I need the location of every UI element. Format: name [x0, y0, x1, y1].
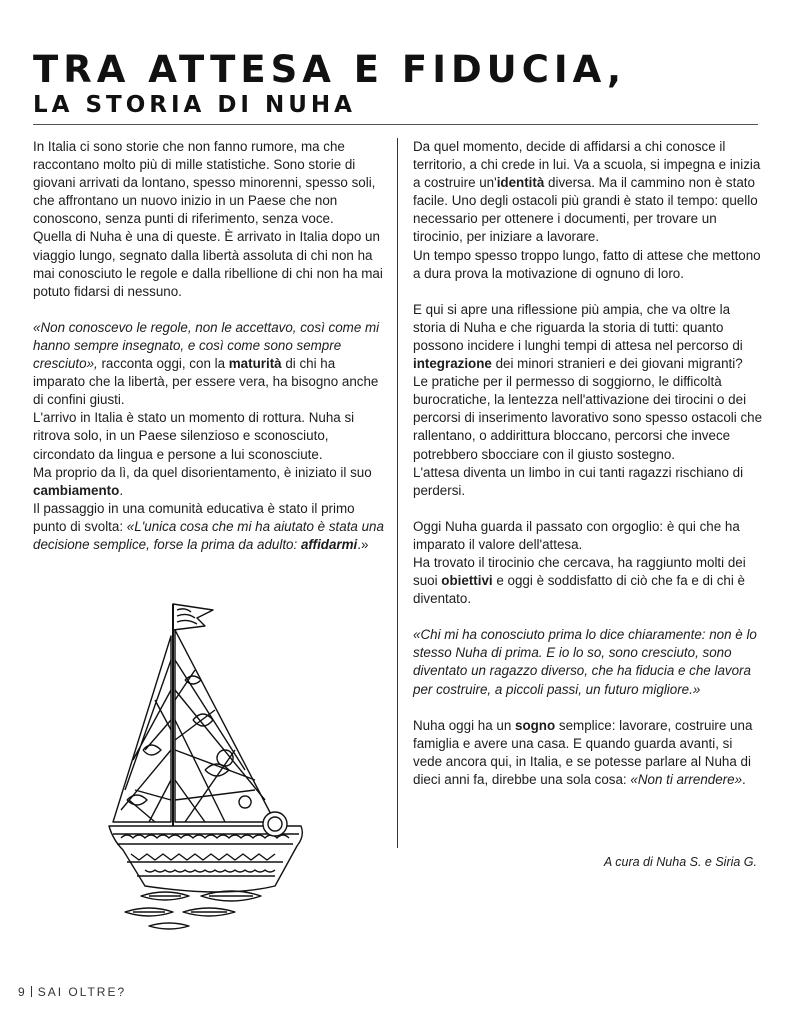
footer-separator	[31, 986, 32, 997]
text-run: «L'unica cosa che mi ha aiutato è stata una decisione semplice, forse la prima da adulto:	[33, 518, 384, 552]
text-run: Ha trovato il tirocinio che cercava, ha raggiunto molti dei suoi	[413, 554, 746, 589]
keyword: obiettivi	[441, 573, 493, 589]
paragraph	[413, 626, 765, 698]
quote-text: «Chi mi ha conosciuto prima lo dice chiaramente: non è lo stesso Nuha di prima. E io lo so, sono cresciuto, sono diventato un ragazzo diverso, che ha fiducia e che lavora per costruire, a piccoli passi, un futuro migliore.»	[413, 627, 757, 697]
page-subtitle: LA STORIA DI NUHA	[33, 92, 356, 118]
paragraph: Oggi Nuha guarda il passato con orgoglio: è qui che ha imparato il valore dell'attesa.	[413, 518, 740, 552]
page-title: TRA ATTESA E FIDUCIA,	[33, 48, 627, 91]
paragraph	[33, 464, 385, 500]
paragraph: Le pratiche per il permesso di soggiorno, le difficoltà burocratiche, la lentezza nell'attivazione dei tirocini o dei percorsi di inserimento lavorativo sono spesso ostacoli che rallentano, o addirittura bloccano, percorsi che invece potrebbero sbocciare con il giusto sostegno.	[413, 374, 763, 462]
text-run: .	[119, 482, 124, 498]
page-number: 9	[18, 985, 27, 999]
text-run: Il passaggio in una comunità educativa è stato il primo punto di svolta:	[33, 500, 355, 534]
quote-text: «Non ti arrendere»	[630, 771, 743, 787]
keyword: affidarmi	[300, 536, 358, 552]
keyword: sogno	[515, 717, 556, 733]
text-run: .	[742, 771, 746, 787]
left-column	[33, 138, 385, 554]
keyword: identità	[496, 175, 545, 191]
paragraph	[33, 319, 385, 409]
keyword: integrazione	[413, 356, 492, 372]
text-run: e oggi è soddisfatto di ciò che fa e di chi è diventato.	[413, 573, 745, 607]
paragraph: L'arrivo in Italia è stato un momento di rottura. Nuha si ritrova solo, in un Paese silenzioso e sconosciuto, circondato da lingua e persone a lui sconosciute.	[33, 410, 355, 462]
text-run: diversa. Ma il cammino non è stato facile. Uno degli ostacoli più grandi è stato il tempo: quello necessario per ottenere i documenti, per trovare un tirocinio, per iniziare a lavorare.	[413, 175, 758, 245]
text-run: racconta oggi, con la	[97, 356, 229, 372]
paragraph	[413, 554, 765, 608]
text-run: di chi ha imparato che la libertà, per essere vera, ha bisogno anche di confini giusti.	[33, 356, 379, 408]
paragraph	[413, 717, 765, 789]
keyword: cambiamento	[33, 482, 120, 498]
author-credit: A cura di Nuha S. e Siria G.	[603, 855, 757, 869]
paragraph	[413, 138, 765, 247]
title-divider	[33, 124, 758, 125]
text-run: dei minori stranieri e dei giovani migranti?	[491, 356, 743, 372]
paragraph: Quella di Nuha è una di queste. È arrivato in Italia dopo un viaggio lungo, segnato dalla libertà assoluta di chi non ha mai conosciuto le regole e dalla ribellione di chi non ha mai potuto fidarsi di nessuno.	[33, 229, 383, 299]
paragraph	[413, 301, 765, 373]
column-divider	[397, 138, 398, 848]
text-run: Da quel momento, decide di affidarsi a chi conosce il territorio, a chi crede in lui. Va a scuola, si impegna e inizia a costruire un'	[413, 139, 761, 191]
text-run: .»	[357, 536, 369, 552]
quote-text: «Non conoscevo le regole, non le accettavo, così come mi hanno sempre insegnato, e così come sono sempre cresciuto»,	[33, 319, 380, 372]
paragraph	[33, 500, 385, 554]
paragraph: Un tempo spesso troppo lungo, fatto di attese che mettono a dura prova la motivazione di ognuno di loro.	[413, 247, 761, 281]
paragraph: L'attesa diventa un limbo in cui tanti ragazzi rischiano di perdersi.	[413, 464, 744, 498]
page-footer	[18, 985, 126, 999]
paragraph: In Italia ci sono storie che non fanno rumore, ma che raccontano molto più di mille statistiche. Sono storie di giovani arrivati da lontano, spesso minorenni, spesso soli, che affrontano un nuovo inizio in un Paese che non conoscono, senza punti di riferimento, senza voce.	[33, 139, 376, 227]
magazine-name: SAI OLTRE?	[37, 985, 127, 999]
text-run: Nuha oggi ha un	[413, 717, 515, 733]
text-run: E qui si apre una riflessione più ampia, che va oltre la storia di Nuha e che riguarda la storia di tutti: quanto possono incidere i lunghi tempi di attesa nel percorso di	[413, 301, 743, 353]
keyword: maturità	[228, 356, 282, 372]
text-run: Ma proprio da lì, da quel disorientamento, è iniziato il suo	[33, 464, 372, 480]
text-run: semplice: lavorare, costruire una famiglia e avere una casa. E quando guarda avanti, si vede ancora qui, in Italia, e se potesse parlare al Nuha di dieci anni fa, direbbe una sola cosa:	[413, 717, 753, 787]
zentangle-sailboat-icon	[105, 600, 315, 930]
right-column	[413, 138, 765, 789]
